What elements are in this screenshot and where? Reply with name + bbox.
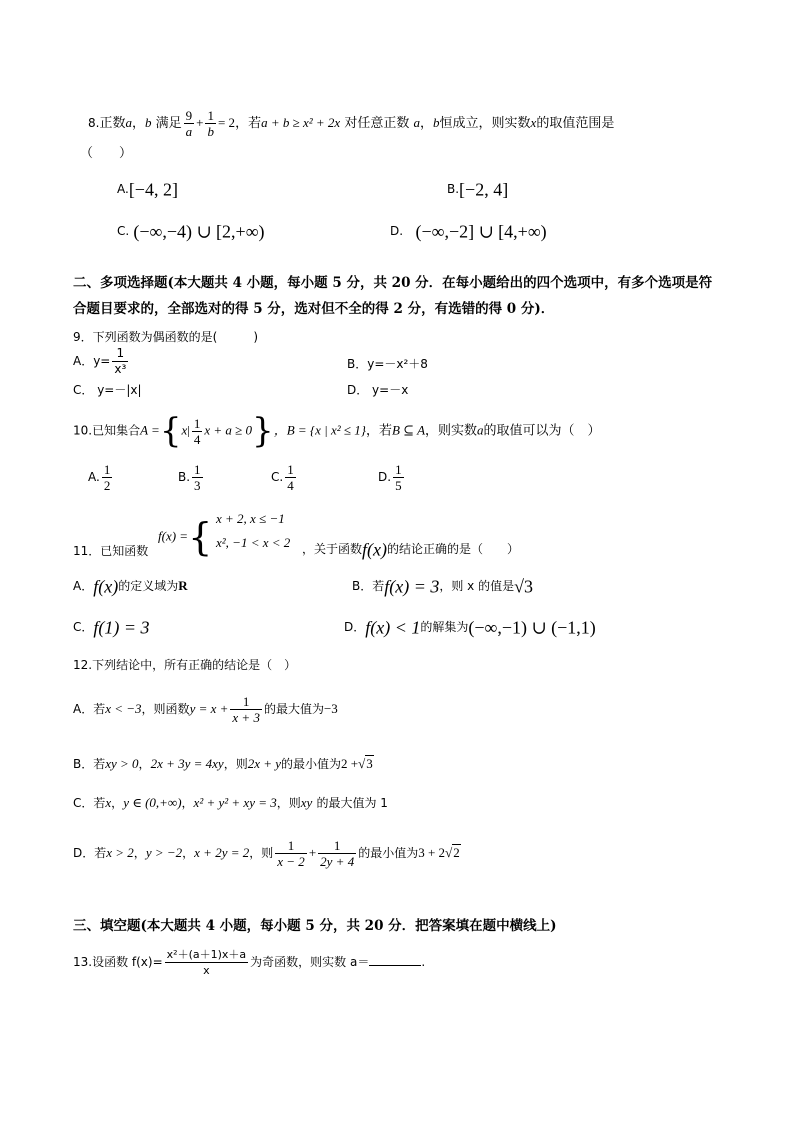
q12-option-a: A．若x < −3，则函数y = x + $\frac{1}{x + 3}$ 的最大值为−3 [73,694,338,725]
fraction: $\frac{1}{4}$ [193,415,201,447]
q9-option-b: B．y=－x²＋8 [347,357,428,371]
fraction: $\frac{1}{x - 2}$ [277,838,305,869]
q10-option-b: B. $\frac{1}{3}$ [178,462,201,493]
q12-option-d: D．若x > 2，y > −2，x + 2y = 2，则 $\frac{1}{x - 2}$ + $\frac{1}{2y + 4}$ 的最小值为3 + 2√2 [73,838,460,869]
answer-blank [369,953,421,966]
q8-option-c: C. (−∞,−4) ∪ [2,+∞) [117,221,265,242]
fraction: $\frac{1}{x + 3}$ [232,694,260,725]
section3-heading: 三、填空题(本大题共 4 小题，每小题 5 分，共 20 分．把答案填在题中横线上) [73,918,557,934]
q11-stem-pre: 11．已知函数 [73,544,149,558]
section2-heading-line1: 二、多项选择题(本大题共 4 小题，每小题 5 分，共 20 分．在每小题给出的四个选项中，有多个选项是符 [73,275,713,291]
q8-option-b: B.[−2, 4] [447,179,509,200]
q10-option-a: A. $\frac{1}{2}$ [88,462,111,493]
fraction: $\frac{1}{\text{x³}}$ [114,346,127,376]
q11-case-2: x², −1 < x < 2 [216,535,291,550]
q11-option-a: A．f(x)的定义域为R [73,576,188,597]
fraction: $\frac{1}{b}$ [207,108,214,139]
fraction: $\frac{1}{2}$ [103,462,111,493]
section2-heading-line2: 合题目要求的，全部选对的得 5 分，选对但不全的得 2 分，有选错的得 0 分)． [73,301,555,317]
q8-stem: 8.正数a，b 满足 $\frac{9}{a}$ + $\frac{1}{b}$ = 2，若a + b ≥ x² + 2x 对任意正数 a，b恒成立，则实数x的取值范围是 [88,108,615,139]
q10-stem: 10.已知集合A ={x| $\frac{1}{4}$ x + a ≥ 0}，B = {x | x² ≤ 1}，若B ⊆ A，则实数a的取值可以为（ ） [73,411,601,451]
q12-option-c: C．若x，y ∈ (0,+∞)，x² + y² + xy = 3，则xy 的最大值为 1 [73,795,388,810]
q10-option-c: C. $\frac{1}{4}$ [271,462,294,493]
q11-piecewise: f(x) ={ [158,515,213,559]
q11-option-b: B．若f(x) = 3，则 x 的值是√3 [352,576,533,597]
fraction: $\frac{1}{5}$ [395,462,402,493]
q13-stem: 13.设函数 f(x)= $\frac{\text{x²＋(a＋1)x＋a}}{x}$ 为奇函数，则实数 a＝ . [73,948,426,977]
q9-option-a: A．y= $\frac{1}{\text{x³}}$ [73,346,127,376]
q8-answer-paren: （ ） [80,146,133,161]
fraction: $\frac{9}{a}$ [185,108,193,139]
q9-option-c: C． y=－|x| [73,383,142,397]
q10-option-d: D. $\frac{1}{5}$ [378,462,402,493]
q12-stem: 12.下列结论中，所有正确的结论是（ ） [73,658,297,672]
q9-stem: 9．下列函数为偶函数的是( ) [73,330,258,344]
q8-option-d: D. (−∞,−2] ∪ [4,+∞) [390,221,547,242]
q11-stem-post: ，关于函数f(x)的结论正确的是（ ） [302,539,520,560]
q12-option-b: B．若xy > 0，2x + 3y = 4xy，则2x + y的最小值为2 +√3 [73,756,373,771]
q9-option-d: D． y=－x [347,383,409,397]
q8-option-a: A.[−4, 2] [117,179,178,200]
fraction: $\frac{1}{3}$ [194,462,201,493]
fraction: $\frac{1}{2y + 4}$ [320,838,355,869]
fraction: $\frac{1}{4}$ [287,462,294,493]
q11-option-c: C．f(1) = 3 [73,617,150,638]
fraction: $\frac{\text{x²＋(a＋1)x＋a}}{x}$ [166,948,247,977]
q11-option-d: D．f(x) < 1的解集为(−∞,−1) ∪ (−1,1) [344,617,596,638]
q11-case-1: x + 2, x ≤ −1 [216,511,285,526]
